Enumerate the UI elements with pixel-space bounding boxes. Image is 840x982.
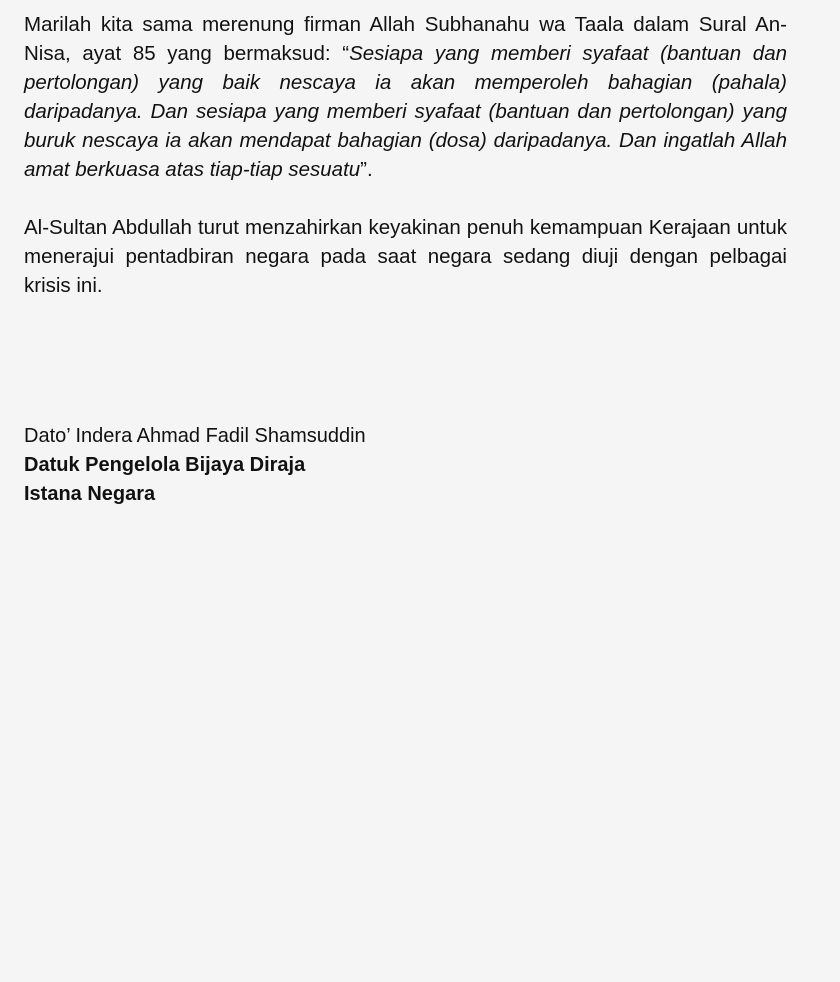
paragraph-outro-text: ”.	[360, 158, 373, 181]
paragraph-sultan-statement: Al-Sultan Abdullah turut menzahirkan keyakinan penuh kemampuan Kerajaan untuk menerajui pentadbiran negara pada saat negara sedang diuji dengan pelbagai krisis ini.	[24, 216, 787, 297]
signature-block	[24, 422, 624, 509]
signatory-name: Dato’ Indera Ahmad Fadil Shamsuddin	[24, 425, 366, 447]
signatory-office: Istana Negara	[24, 483, 156, 505]
paragraph-quran-verse	[24, 10, 787, 184]
paragraph-intro-text: Marilah kita sama merenung firman Allah Subhanahu wa Taala dalam Sural An-Nisa, ayat 85 yang bermaksud: “	[24, 13, 787, 65]
document-body	[24, 10, 787, 300]
signatory-title: Datuk Pengelola Bijaya Diraja	[24, 454, 306, 476]
verse-quote-text: Sesiapa yang memberi syafaat (bantuan dan pertolongan) yang baik nescaya ia akan memperoleh bahagian (pahala) daripadanya. Dan sesiapa yang memberi syafaat (bantuan dan pertolongan) yang buruk nescaya ia akan mendapat bahagian (dosa) daripadanya. Dan ingatlah Allah amat berkuasa atas tiap-tiap sesuatu	[24, 42, 788, 181]
